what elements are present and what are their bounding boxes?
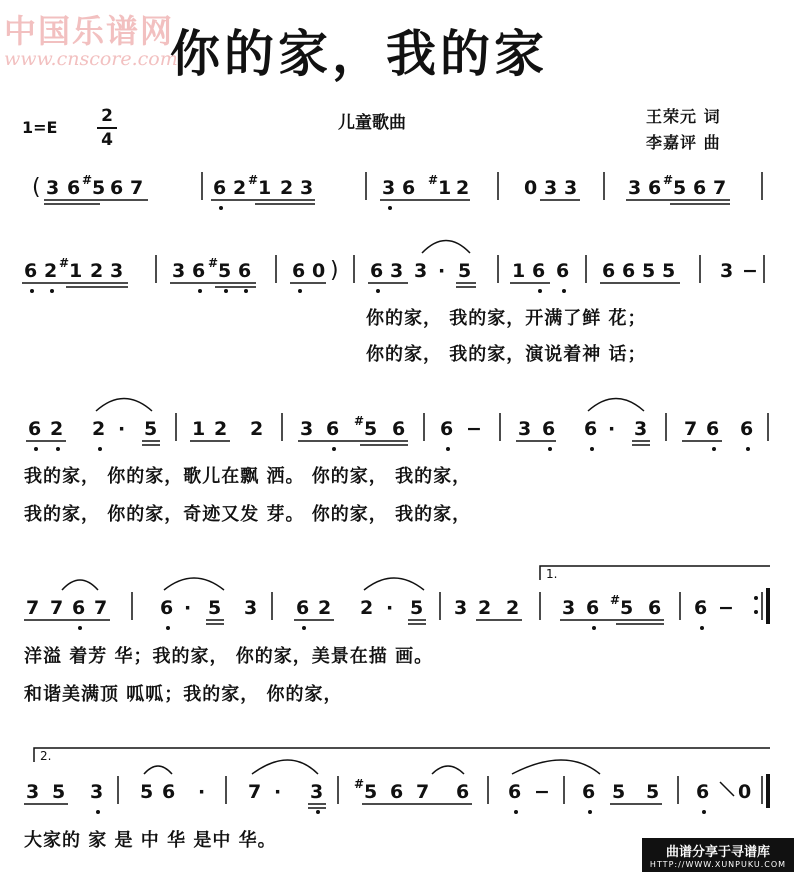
svg-text:7: 7: [416, 781, 430, 803]
svg-text:6: 6: [213, 177, 227, 199]
svg-text:2: 2: [360, 597, 374, 619]
svg-text:6: 6: [648, 177, 662, 199]
svg-text:#: #: [59, 256, 70, 270]
lyric-line-2-verse-2: 你的家， 我的家，演说着神 话；: [366, 344, 647, 365]
svg-text:−: −: [466, 418, 482, 440]
svg-text:5: 5: [92, 177, 106, 199]
svg-text:6: 6: [693, 177, 707, 199]
svg-text:0: 0: [524, 177, 538, 199]
svg-text:6: 6: [586, 597, 600, 619]
svg-text:6: 6: [292, 260, 306, 282]
svg-text:7: 7: [94, 597, 108, 619]
svg-text:6: 6: [542, 418, 556, 440]
svg-text:3: 3: [46, 177, 60, 199]
svg-text:5: 5: [140, 781, 154, 803]
svg-text:2: 2: [318, 597, 332, 619]
svg-text:3: 3: [382, 177, 396, 199]
svg-text:): ): [330, 258, 339, 283]
svg-text:6: 6: [110, 177, 124, 199]
svg-text:−: −: [534, 781, 550, 803]
lyricist-credit: 王荣元 词: [646, 107, 721, 126]
lyric-line-3-verse-2: 我的家， 你的家，奇迹又发 芽。 你的家， 我的家，: [24, 504, 472, 525]
svg-text:2: 2: [250, 418, 264, 440]
composer-credit: 李嘉评 曲: [646, 133, 721, 152]
svg-text:3: 3: [172, 260, 186, 282]
svg-text:·: ·: [118, 418, 126, 440]
svg-text:5: 5: [642, 260, 656, 282]
staff-line-2: [24, 256, 758, 293]
staff-line-5: [26, 777, 751, 814]
footer-site-name: 曲谱分享于寻谱库: [665, 845, 770, 860]
svg-text:2: 2: [44, 260, 58, 282]
svg-text:3: 3: [310, 781, 324, 803]
svg-text:5: 5: [208, 597, 222, 619]
svg-text:7: 7: [26, 597, 40, 619]
svg-text:2: 2: [214, 418, 228, 440]
svg-text:6: 6: [402, 177, 416, 199]
svg-text:2: 2: [478, 597, 492, 619]
svg-text:1: 1: [69, 260, 83, 282]
svg-text:·: ·: [438, 260, 446, 282]
svg-text:#: #: [248, 173, 259, 187]
svg-text:·: ·: [274, 781, 282, 803]
volta-second-label: 2.: [40, 749, 52, 763]
volta-first-label: 1.: [546, 567, 558, 581]
svg-text:5: 5: [673, 177, 687, 199]
svg-text:6: 6: [584, 418, 598, 440]
svg-text:#: #: [82, 173, 93, 187]
svg-text:6: 6: [582, 781, 596, 803]
watermark-url: www.cnscore.com: [4, 48, 178, 70]
svg-text:#: #: [208, 256, 219, 270]
staff-line-1: [32, 173, 726, 210]
svg-text:3: 3: [454, 597, 468, 619]
svg-text:6: 6: [648, 597, 662, 619]
svg-text:3: 3: [518, 418, 532, 440]
svg-text:3: 3: [110, 260, 124, 282]
svg-text:5: 5: [364, 781, 378, 803]
svg-text:6: 6: [508, 781, 522, 803]
svg-text:2: 2: [233, 177, 247, 199]
svg-text:·: ·: [386, 597, 394, 619]
svg-text:3: 3: [300, 177, 314, 199]
svg-text:6: 6: [28, 418, 42, 440]
svg-text:6: 6: [622, 260, 636, 282]
svg-text:1: 1: [512, 260, 526, 282]
svg-text:5: 5: [52, 781, 66, 803]
svg-text:3: 3: [720, 260, 734, 282]
svg-text:2: 2: [456, 177, 470, 199]
svg-text:5: 5: [218, 260, 232, 282]
svg-text:1: 1: [258, 177, 272, 199]
lyric-line-5-verse-1: 大家的 家 是 中 华 是中 华。: [24, 830, 277, 851]
svg-text:6: 6: [392, 418, 406, 440]
svg-text:2: 2: [50, 418, 64, 440]
watermark-site-name: 中国乐谱网: [4, 12, 175, 50]
svg-text:6: 6: [694, 597, 708, 619]
svg-text:6: 6: [67, 177, 81, 199]
svg-text:1: 1: [438, 177, 452, 199]
svg-text:(: (: [32, 175, 41, 200]
svg-text:·: ·: [608, 418, 616, 440]
lyric-line-4-verse-1: 洋溢 着芳 华；我的家， 你的家，美景在描 画。: [24, 646, 434, 667]
svg-text:3: 3: [628, 177, 642, 199]
svg-text:3: 3: [414, 260, 428, 282]
svg-text:6: 6: [390, 781, 404, 803]
svg-text:#: #: [354, 777, 365, 791]
svg-text:3: 3: [90, 781, 104, 803]
genre-label: 儿童歌曲: [338, 113, 406, 133]
svg-text:6: 6: [296, 597, 310, 619]
svg-text:5: 5: [620, 597, 634, 619]
svg-text:6: 6: [706, 418, 720, 440]
lyric-line-3-verse-1: 我的家， 你的家，歌儿在飘 洒。 你的家， 我的家，: [24, 466, 472, 487]
svg-text:7: 7: [130, 177, 144, 199]
svg-text:6: 6: [456, 781, 470, 803]
svg-text:#: #: [428, 173, 439, 187]
svg-text:5: 5: [612, 781, 626, 803]
svg-text:#: #: [610, 593, 621, 607]
svg-text:2: 2: [90, 260, 104, 282]
svg-text:3: 3: [300, 418, 314, 440]
svg-text:6: 6: [162, 781, 176, 803]
svg-text:2: 2: [506, 597, 520, 619]
svg-text:7: 7: [50, 597, 64, 619]
svg-text:6: 6: [238, 260, 252, 282]
svg-text:3: 3: [26, 781, 40, 803]
svg-text:2: 2: [92, 418, 106, 440]
svg-text:6: 6: [556, 260, 570, 282]
svg-text:6: 6: [440, 418, 454, 440]
svg-text:6: 6: [370, 260, 384, 282]
song-title: 你的家，我的家: [170, 24, 548, 83]
svg-text:6: 6: [192, 260, 206, 282]
svg-text:7: 7: [248, 781, 262, 803]
svg-text:#: #: [354, 414, 365, 428]
svg-text:3: 3: [244, 597, 258, 619]
svg-text:5: 5: [144, 418, 158, 440]
svg-text:6: 6: [602, 260, 616, 282]
svg-text:3: 3: [564, 177, 578, 199]
svg-text:5: 5: [662, 260, 676, 282]
svg-text:#: #: [663, 173, 674, 187]
lyric-line-2-verse-1: 你的家， 我的家，开满了鲜 花；: [366, 308, 647, 329]
svg-text:6: 6: [160, 597, 174, 619]
svg-text:−: −: [742, 260, 758, 282]
svg-text:6: 6: [532, 260, 546, 282]
svg-text:0: 0: [312, 260, 326, 282]
svg-text:6: 6: [326, 418, 340, 440]
footer-url: HTTP://WWW.XUNPUKU.COM: [649, 860, 787, 869]
svg-text:0: 0: [738, 781, 752, 803]
svg-text:6: 6: [696, 781, 710, 803]
svg-text:1: 1: [192, 418, 206, 440]
svg-text:5: 5: [364, 418, 378, 440]
svg-text:3: 3: [390, 260, 404, 282]
svg-text:5: 5: [646, 781, 660, 803]
svg-text:6: 6: [24, 260, 38, 282]
svg-text:3: 3: [634, 418, 648, 440]
svg-text:7: 7: [684, 418, 698, 440]
svg-text:−: −: [718, 597, 734, 619]
svg-text:3: 3: [544, 177, 558, 199]
lyric-line-4-verse-2: 和谐美满顶 呱呱；我的家， 你的家，: [24, 684, 343, 705]
time-signature-bottom: 4: [101, 130, 113, 150]
svg-text:6: 6: [72, 597, 86, 619]
footer-badge: [642, 838, 794, 872]
svg-text:5: 5: [458, 260, 472, 282]
svg-text:·: ·: [184, 597, 192, 619]
svg-text:3: 3: [562, 597, 576, 619]
svg-text:6: 6: [740, 418, 754, 440]
svg-text:5: 5: [410, 597, 424, 619]
svg-text:·: ·: [198, 781, 206, 803]
key-signature: 1=E: [22, 118, 58, 137]
svg-text:7: 7: [713, 177, 727, 199]
time-signature-top: 2: [101, 106, 113, 126]
svg-text:2: 2: [280, 177, 294, 199]
